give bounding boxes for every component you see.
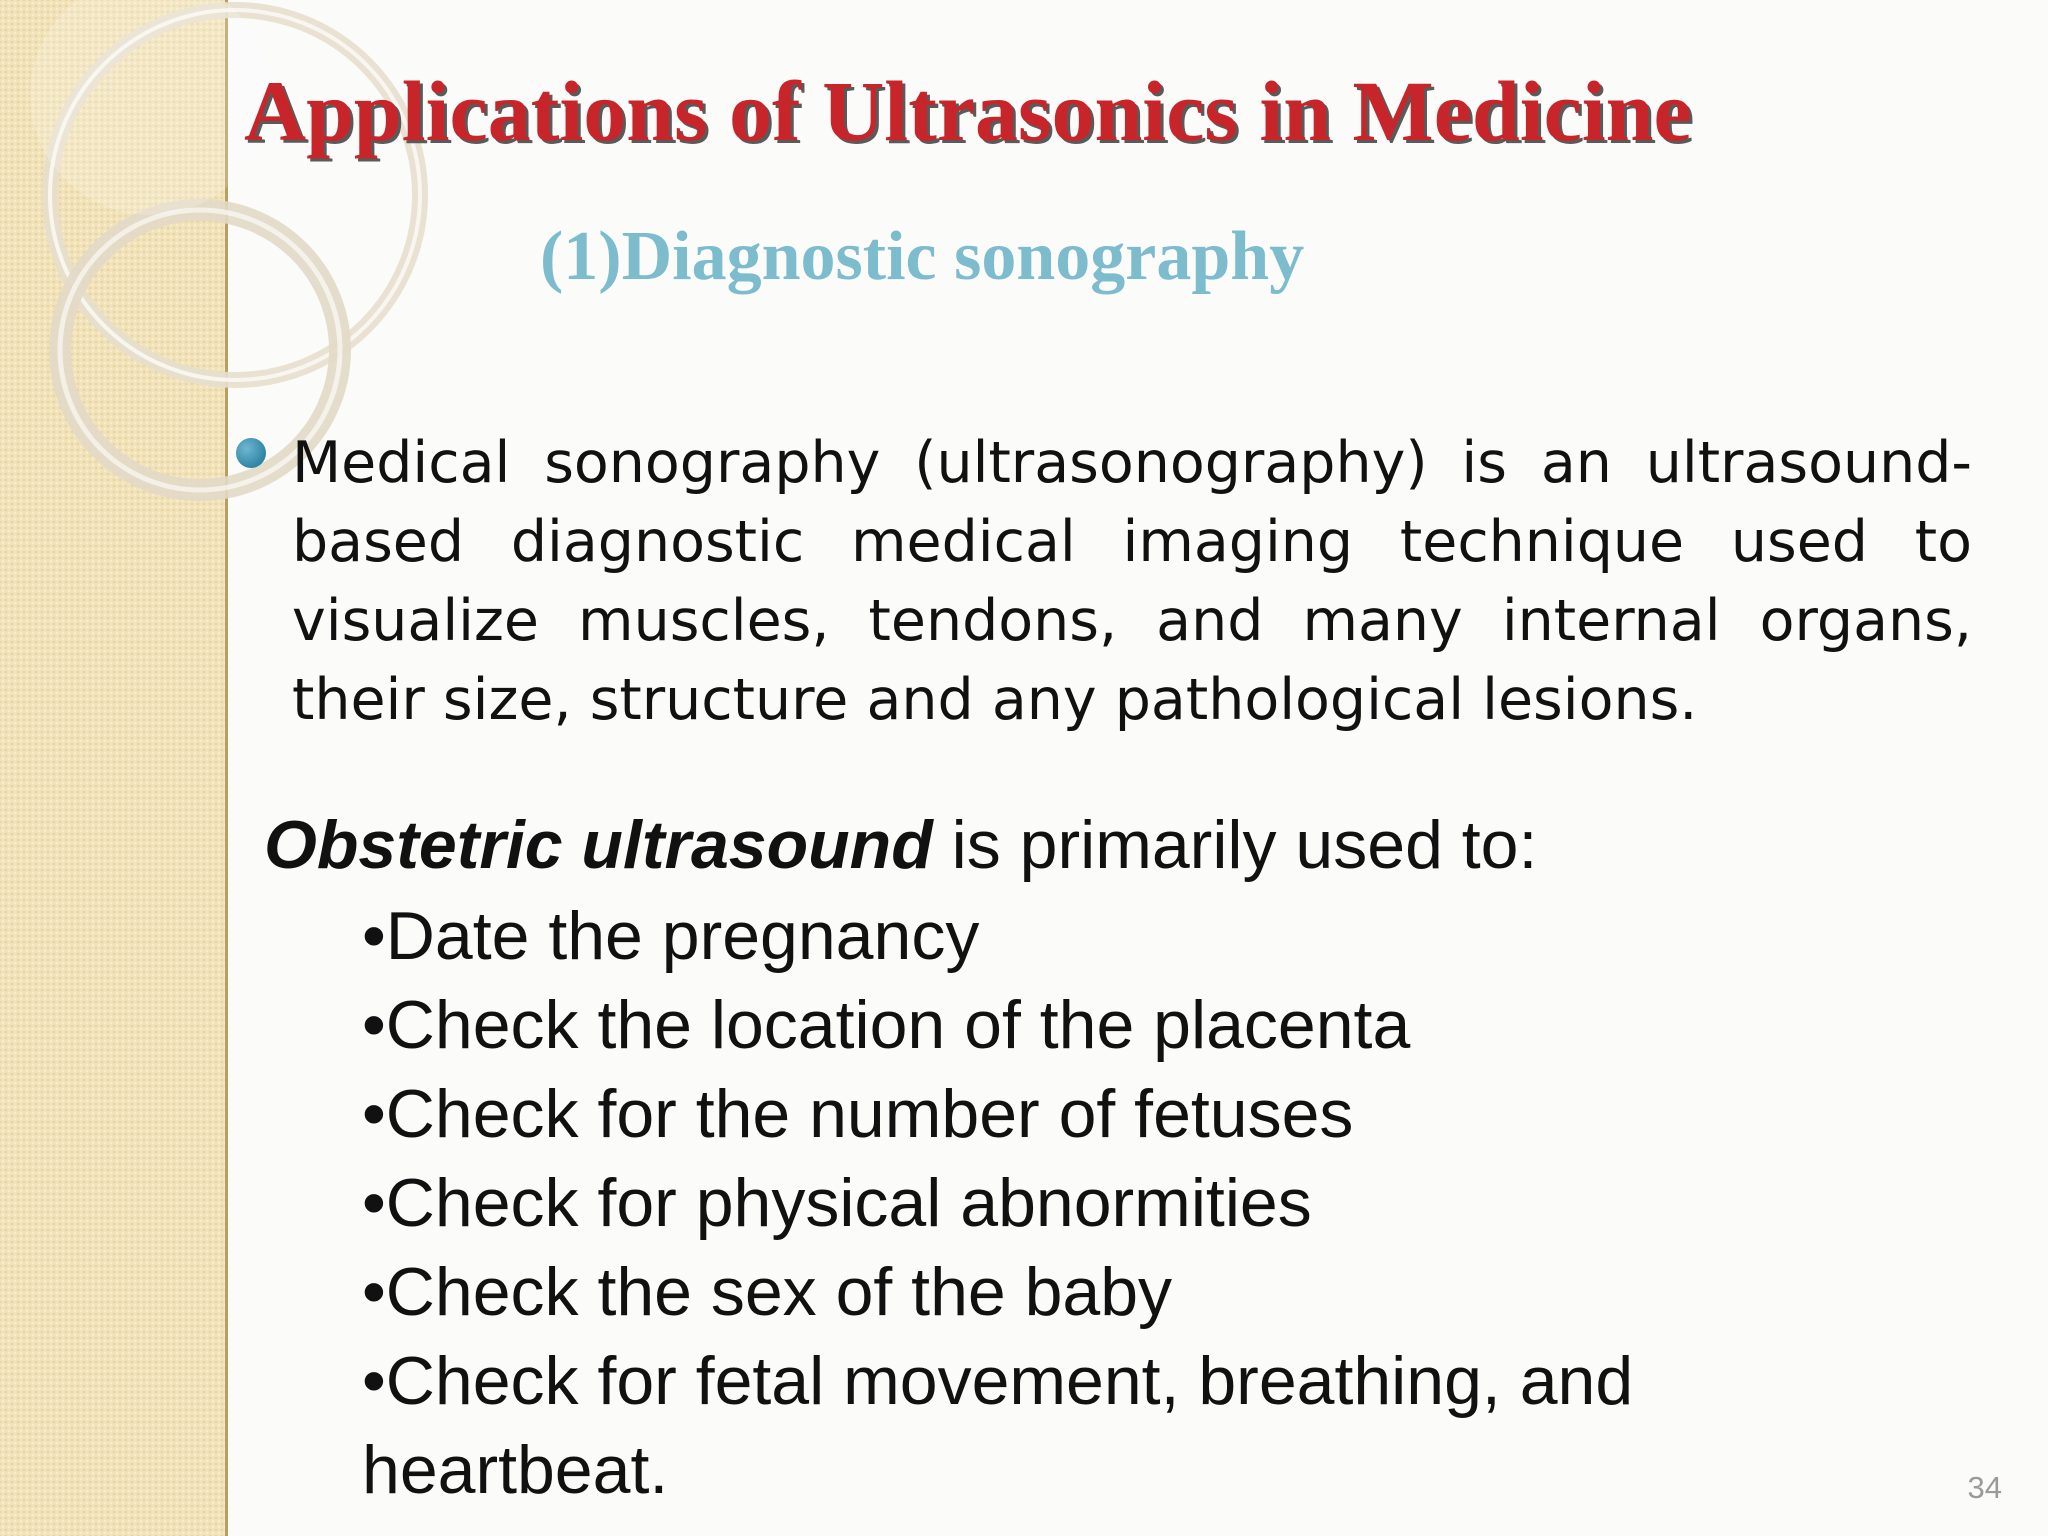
list-item: •Check the sex of the baby	[362, 1254, 1173, 1330]
obstetric-emphasis: Obstetric ultrasound	[264, 807, 933, 883]
list-item: •Check for the number of fetuses	[362, 1076, 1354, 1152]
list-item: •Check the location of the placenta	[362, 987, 1411, 1063]
bullet-dot-icon	[236, 438, 266, 468]
list-item: •Date the pregnancy	[362, 898, 980, 974]
list-item: •Check for fetal movement, breathing, and heartbeat.	[362, 1343, 1634, 1508]
page-number: 34	[1967, 1470, 2002, 1505]
obstetric-heading	[264, 806, 1537, 884]
slide-title: Applications of Ultrasonics in Medicine	[244, 63, 1692, 159]
slide-subtitle: (1)Diagnostic sonography	[540, 218, 1305, 295]
list-item: •Check for physical abnormities	[362, 1165, 1312, 1241]
obstetric-rest: is primarily used to:	[932, 807, 1538, 883]
obstetric-uses-list	[362, 892, 1762, 1515]
sonography-paragraph: Medical sonography (ultrasonography) is an ultrasound-based diagnostic medical imaging technique used to visualize muscles, tendons, and many internal organs, their size, structure and any pathological lesions.	[292, 430, 1972, 733]
